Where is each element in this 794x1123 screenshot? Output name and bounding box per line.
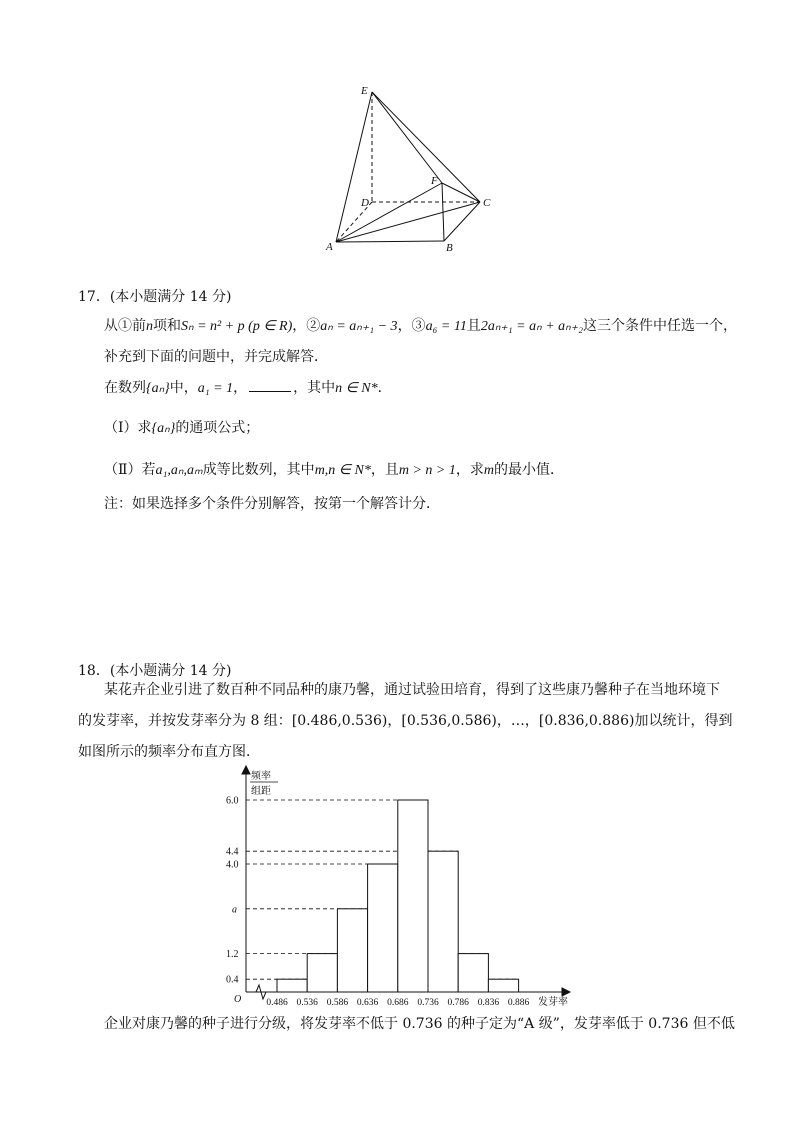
label-B: B	[446, 242, 453, 254]
formula-an: aₙ = aₙ₊₁ − 3	[320, 319, 398, 334]
x-tick-label: 0.686	[387, 998, 409, 1008]
y-tick-label: 4.4	[226, 846, 239, 858]
x-tick-label: 0.886	[507, 998, 530, 1008]
edge-FC	[442, 183, 480, 202]
histogram-bar	[488, 979, 518, 992]
q17-part2: （Ⅱ）若a₁,aₙ,aₘ成等比数列，其中m,n ∈ N*，且m > n > 1，求m的最小值．	[104, 462, 564, 478]
formula-arith: 2aₙ₊₁ = aₙ + aₙ₊₂	[480, 319, 583, 334]
y-tick-label: 1.2	[226, 949, 239, 961]
histogram-bar	[277, 979, 307, 992]
q18-score: (本小题满分 14 分)	[109, 663, 232, 679]
x-tick-label: 0.586	[326, 998, 349, 1008]
q18-line4: 企业对康乃馨的种子进行分级，将发芽率不低于 0.736 的种子定为“A 级”，发芽率低于 0.736 但不低	[104, 1016, 735, 1032]
histogram-bar	[368, 864, 398, 992]
x-tick-label: 0.736	[417, 998, 439, 1008]
x-axis-label: 发芽率	[538, 997, 568, 1008]
y-axis-arrow	[242, 766, 250, 774]
frequency-histogram	[220, 764, 590, 1014]
label-C: C	[483, 197, 491, 209]
label-F: F	[431, 175, 438, 187]
x-tick-label: 0.486	[266, 998, 288, 1008]
answer-blank[interactable]	[249, 377, 291, 392]
histogram-bar	[428, 851, 458, 992]
histogram-bar	[337, 909, 367, 992]
y-tick-label: 4.0	[226, 859, 239, 871]
q17-line2: 补充到下面的问题中，并完成解答．	[104, 349, 328, 365]
formula-sn: Sₙ = n² + p (p ∈ R)	[181, 319, 293, 334]
x-tick-label: 0.536	[296, 998, 318, 1008]
q18-number: 18．	[78, 663, 110, 679]
q17-score: (本小题满分 14 分)	[109, 289, 232, 305]
edge-AF	[336, 183, 442, 242]
q17-line1: 从①前n项和Sₙ = n² + p (p ∈ R)，②aₙ = aₙ₊₁ − 3，③a₆ = 11且2aₙ₊₁ = aₙ + aₙ₊₂这三个条件中任选一个，	[104, 318, 737, 334]
x-axis-arrow	[562, 988, 570, 996]
origin-label: O	[234, 994, 242, 1005]
edge-BC	[444, 202, 480, 241]
q18-line3: 如图所示的频率分布直方图．	[78, 744, 260, 760]
histogram-bar	[398, 800, 428, 992]
x-tick-label: 0.786	[447, 998, 469, 1008]
histogram-bar	[458, 954, 488, 992]
y-tick-label: a	[232, 904, 237, 916]
q17-part1: （Ⅰ）求{aₙ}的通项公式；	[104, 420, 260, 436]
label-E: E	[361, 85, 368, 97]
label-D: D	[361, 197, 369, 209]
y-label-bottom: 组距	[251, 786, 271, 797]
edge-AC	[336, 202, 480, 242]
x-tick-label: 0.636	[356, 998, 379, 1008]
histogram-bar	[307, 954, 337, 992]
q17-line3: 在数列{aₙ}中，a₁ = 1， ，其中n ∈ N*．	[104, 377, 392, 399]
y-tick-label: 6.0	[226, 795, 239, 807]
q18-line2: 的发芽率，并按发芽率分为 8 组：[0.486,0.536)，[0.536,0.586)，…，[0.836,0.886)加以统计，得到	[78, 713, 733, 729]
edge-EF	[372, 92, 442, 183]
y-tick-label: 0.4	[226, 974, 239, 986]
q17-note: 注：如果选择多个条件分别解答，按第一个解答计分．	[104, 496, 440, 512]
edge-EC	[372, 92, 480, 202]
x-tick-label: 0.836	[477, 998, 500, 1008]
formula-a6: a₆ = 11	[425, 319, 467, 334]
edge-AB	[336, 241, 444, 242]
q17-number: 17．	[78, 289, 110, 305]
geometry-figure	[320, 82, 500, 254]
label-A: A	[326, 241, 333, 253]
y-label-top: 频率	[251, 771, 271, 782]
edge-EA	[336, 92, 372, 242]
q18-line1: 某花卉企业引进了数百种不同品种的康乃馨，通过试验田培育，得到了这些康乃馨种子在当地环境下	[104, 682, 720, 698]
